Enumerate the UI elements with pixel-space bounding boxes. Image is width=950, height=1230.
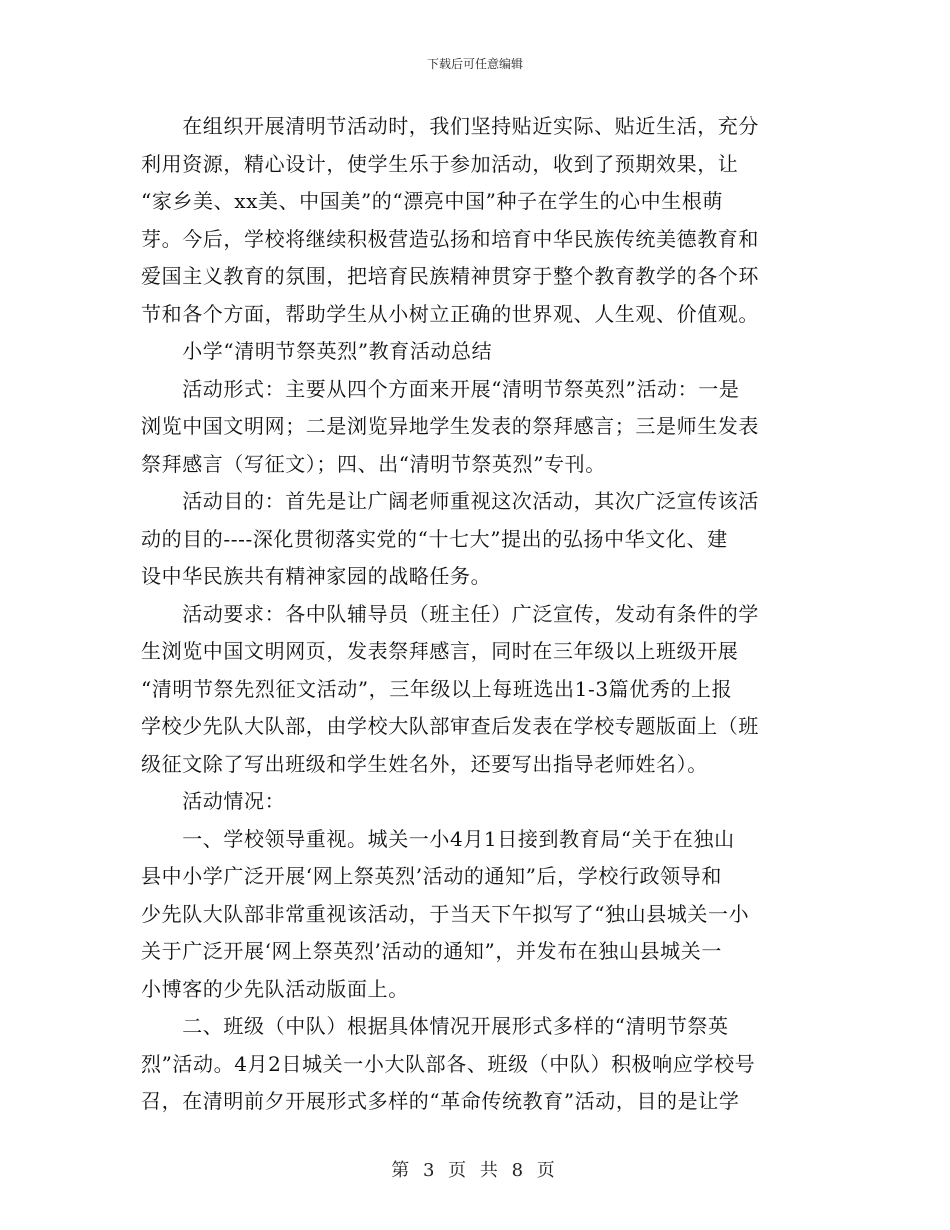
page-header: 下载后可任意编辑	[426, 57, 523, 71]
text-line: 小博客的少先队活动版面上。	[141, 976, 409, 1001]
text-line: 浏览中国文明网；二是浏览异地学生发表的祭拜感言；三是师生发表	[141, 414, 759, 438]
text-line: 动的目的----深化贯彻落实党的“十七大”提出的弘扬中华文化、建	[141, 526, 728, 551]
text-line: 关于广泛开展‘网上祭英烈’活动的通知”，并发布在独山县城关一	[141, 939, 722, 963]
text-line: 学校少先队大队部，由学校大队部审查后发表在学校专题版面上（班	[141, 714, 759, 738]
text-line: 祭拜感言（写征文）；四、出“清明节祭英烈”专刊。	[141, 451, 606, 476]
text-line: 在组织开展清明节活动时，我们坚持贴近实际、贴近生活，充分	[141, 114, 759, 138]
text-line: “清明节祭先烈征文活动”，三年级以上每班选出1-3篇优秀的上报	[141, 676, 733, 701]
text-line: 芽。今后，学校将继续积极营造弘扬和培育中华民族传统美德教育和	[141, 226, 759, 251]
text-line: 一、学校领导重视。城关一小4月1日接到教育局“关于在独山	[141, 826, 735, 851]
text-line: 节和各个方面，帮助学生从小树立正确的世界观、人生观、价值观。	[141, 301, 759, 326]
text-line: 爱国主义教育的氛围，把培育民族精神贯穿于整个教育教学的各个环	[141, 264, 759, 288]
text-line: 活动情况：	[141, 789, 286, 813]
text-line: 烈”活动。4月2日城关一小大队部各、班级（中队）积极响应学校号	[141, 1051, 756, 1076]
text-line: “家乡美、xx美、中国美”的“漂亮中国”种子在学生的心中生根萌	[141, 189, 724, 213]
text-line: 召，在清明前夕开展形式多样的“革命传统教育”活动，目的是让学	[141, 1089, 740, 1113]
text-line: 活动要求：各中队辅导员（班主任）广泛宣传，发动有条件的学	[141, 601, 759, 626]
text-line: 二、班级（中队）根据具体情况开展形式多样的“清明节祭英	[141, 1014, 729, 1038]
text-line: 县中小学广泛开展‘网上祭英烈’活动的通知”后，学校行政领导和	[141, 864, 722, 888]
section-title: 小学“清明节祭英烈”教育活动总结	[141, 339, 493, 363]
page-footer: 第 3 页 共 8 页	[391, 1160, 559, 1181]
text-line: 生浏览中国文明网页，发表祭拜感言，同时在三年级以上班级开展	[141, 639, 739, 663]
document-body	[141, 108, 811, 1121]
text-line: 活动形式：主要从四个方面来开展“清明节祭英烈”活动：一是	[141, 376, 740, 401]
text-line: 设中华民族共有精神家园的战略任务。	[141, 564, 492, 588]
text-line: 利用资源，精心设计，使学生乐于参加活动，收到了预期效果，让	[141, 151, 739, 176]
text-line: 级征文除了写出班级和学生姓名外，还要写出指导老师姓名）。	[141, 751, 708, 776]
text-line: 少先队大队部非常重视该活动，于当天下午拟写了“独山县城关一小	[141, 901, 750, 926]
text-line: 活动目的：首先是让广阔老师重视这次活动，其次广泛宣传该活	[141, 489, 759, 513]
